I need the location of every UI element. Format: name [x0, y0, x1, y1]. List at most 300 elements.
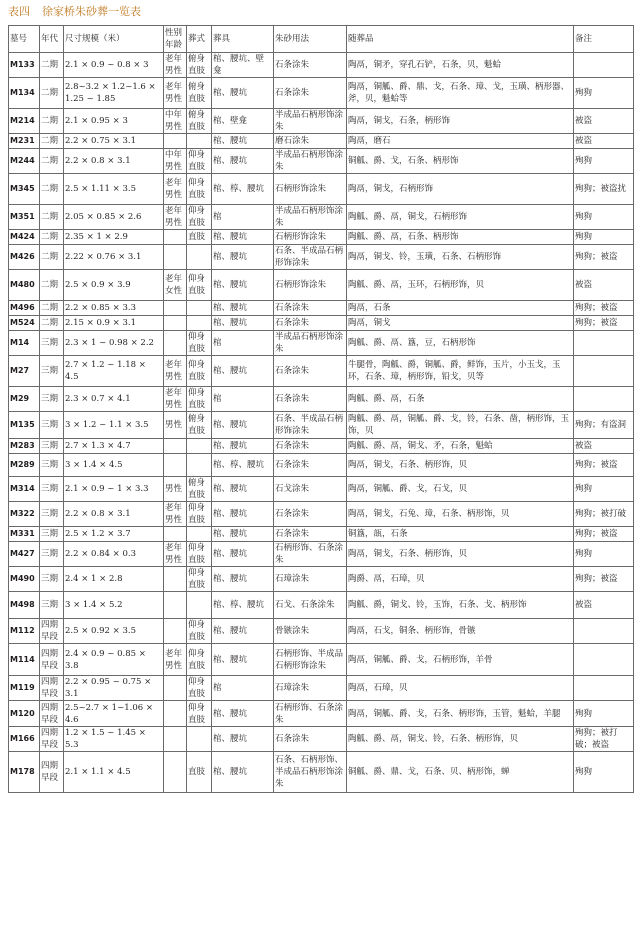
table-cell: 陶鬲，铜觚、爵、戈，石条、柄形饰，玉管，魁蛤，羊腿	[347, 701, 574, 727]
table-cell: 仰身直肢	[187, 542, 212, 567]
table-cell	[164, 301, 187, 316]
table-cell: 石柄形饰涂朱	[274, 270, 347, 301]
table-cell: 陶觚、爵、鬲，石条、柄形饰	[347, 230, 574, 245]
table-cell: M134	[9, 78, 40, 109]
table-cell: 俯身直肢	[187, 53, 212, 78]
table-cell: 殉狗	[574, 542, 634, 567]
table-cell: 四期早段	[40, 676, 64, 701]
table-row	[9, 134, 634, 149]
table-cell: 2.1 × 1.1 × 4.5	[64, 752, 164, 793]
table-row	[9, 316, 634, 331]
table-cell: 二期	[40, 109, 64, 134]
table-cell: 三期	[40, 412, 64, 439]
table-cell: 2.2 × 0.75 × 3.1	[64, 134, 164, 149]
table-row	[9, 412, 634, 439]
table-cell	[574, 387, 634, 412]
table-cell: 2.8~3.2 × 1.2~1.6 × 1.25 ~ 1.85	[64, 78, 164, 109]
table-cell: 仰身直肢	[187, 356, 212, 387]
table-cell: 棺、椁、腰坑	[212, 454, 274, 477]
table-row	[9, 727, 634, 752]
table-cell: 四期早段	[40, 752, 64, 793]
table-cell: 老年男性	[164, 53, 187, 78]
table-cell: 棺、腰坑	[212, 245, 274, 270]
table-cell: 铜觚、爵、戈，石条、柄形饰	[347, 149, 574, 174]
table-cell: 老年男性	[164, 174, 187, 205]
table-cell: 殉狗；被盗	[574, 316, 634, 331]
table-cell: 2.5 × 1.2 × 3.7	[64, 527, 164, 542]
table-row	[9, 245, 634, 270]
table-cell: 仰身直肢	[187, 149, 212, 174]
table-cell: 石璋涂朱	[274, 676, 347, 701]
table-cell: 陶觚、爵、鬲，玉环，石柄形饰，贝	[347, 270, 574, 301]
table-cell: 老年男性	[164, 502, 187, 527]
table-cell	[187, 316, 212, 331]
table-cell: 2.2 × 0.8 × 3.1	[64, 502, 164, 527]
table-cell: 2.35 × 1 × 2.9	[64, 230, 164, 245]
table-cell: M427	[9, 542, 40, 567]
table-cell: 四期早段	[40, 727, 64, 752]
header-cell: 葬具	[212, 26, 274, 53]
table-cell: M524	[9, 316, 40, 331]
table-cell: 二期	[40, 245, 64, 270]
table-cell: 石条涂朱	[274, 301, 347, 316]
table-cell: 四期早段	[40, 619, 64, 644]
header-cell: 葬式	[187, 26, 212, 53]
table-row	[9, 527, 634, 542]
table-cell: M135	[9, 412, 40, 439]
table-cell	[574, 356, 634, 387]
table-cell	[574, 644, 634, 676]
table-cell: 半成品石柄形饰涂朱	[274, 109, 347, 134]
table-cell: 石条涂朱	[274, 439, 347, 454]
table-cell: 仰身直肢	[187, 676, 212, 701]
table-row	[9, 439, 634, 454]
table-cell: 老年男性	[164, 542, 187, 567]
table-cell: 2.7 × 1.3 × 4.7	[64, 439, 164, 454]
table-cell: M424	[9, 230, 40, 245]
table-cell: 陶鬲，石璋，贝	[347, 676, 574, 701]
table-cell: 2.7 × 1.2 ~ 1.18 × 4.5	[64, 356, 164, 387]
table-cell: 棺	[212, 676, 274, 701]
table-cell: 仰身直肢	[187, 619, 212, 644]
table-cell	[187, 527, 212, 542]
table-cell: 陶鬲，铜戈，石条、柄形饰，贝	[347, 454, 574, 477]
table-cell: 二期	[40, 301, 64, 316]
table-cell: 石条涂朱	[274, 527, 347, 542]
table-cell: 男性	[164, 412, 187, 439]
table-cell	[164, 752, 187, 793]
table-cell: 陶觚、爵，铜戈、铃，玉饰，石条、戈、柄形饰	[347, 592, 574, 619]
table-cell	[164, 230, 187, 245]
table-cell	[164, 134, 187, 149]
table-cell: M231	[9, 134, 40, 149]
table-row	[9, 567, 634, 592]
table-cell: M498	[9, 592, 40, 619]
table-cell: 2.5~2.7 × 1~1.06 × 4.6	[64, 701, 164, 727]
table-cell: 棺、腰坑	[212, 644, 274, 676]
table-cell: 棺、壁龛	[212, 109, 274, 134]
table-cell: M120	[9, 701, 40, 727]
table-cell: 三期	[40, 387, 64, 412]
table-cell: 殉狗	[574, 701, 634, 727]
table-cell	[164, 701, 187, 727]
table-cell: 殉狗；被打破；被盗	[574, 727, 634, 752]
table-cell: 男性	[164, 477, 187, 502]
table-cell: 棺	[212, 331, 274, 356]
table-cell: 仰身直肢	[187, 567, 212, 592]
table-cell	[164, 316, 187, 331]
table-cell	[164, 439, 187, 454]
table-cell: 2.3 × 0.7 × 4.1	[64, 387, 164, 412]
header-cell: 备注	[574, 26, 634, 53]
table-cell: 四期早段	[40, 644, 64, 676]
table-cell: 半成品石柄形饰涂朱	[274, 205, 347, 230]
table-cell: 二期	[40, 78, 64, 109]
table-cell: M283	[9, 439, 40, 454]
table-cell: 二期	[40, 134, 64, 149]
table-cell: 棺、腰坑	[212, 701, 274, 727]
table-cell: 殉狗	[574, 477, 634, 502]
table-cell	[574, 619, 634, 644]
table-cell: 石条涂朱	[274, 53, 347, 78]
table-row	[9, 174, 634, 205]
table-cell: 俯身直肢	[187, 477, 212, 502]
table-cell: M133	[9, 53, 40, 78]
table-cell: 陶鬲，铜觚、爵、戈，石柄形饰，羊骨	[347, 644, 574, 676]
table-cell: 棺、椁、腰坑	[212, 174, 274, 205]
table-cell: 三期	[40, 567, 64, 592]
header-row	[9, 26, 634, 53]
table-cell: 棺、腰坑	[212, 270, 274, 301]
table-cell: M426	[9, 245, 40, 270]
header-cell: 尺寸规模（米）	[64, 26, 164, 53]
table-cell: 棺、腰坑	[212, 301, 274, 316]
table-cell: 3 × 1.2 ~ 1.1 × 3.5	[64, 412, 164, 439]
table-caption	[8, 3, 153, 19]
table-cell: 被盗	[574, 592, 634, 619]
table-cell: 老年男性	[164, 644, 187, 676]
table-cell: 被盗	[574, 439, 634, 454]
table-cell: 石条涂朱	[274, 727, 347, 752]
burial-table	[8, 25, 634, 793]
table-cell: M244	[9, 149, 40, 174]
table-cell: 棺、腰坑	[212, 412, 274, 439]
table-row	[9, 619, 634, 644]
header-cell: 朱砂用法	[274, 26, 347, 53]
table-cell: M29	[9, 387, 40, 412]
table-cell: 3 × 1.4 × 4.5	[64, 454, 164, 477]
table-cell	[574, 331, 634, 356]
table-cell: 老年女性	[164, 270, 187, 301]
table-cell: 二期	[40, 174, 64, 205]
table-cell: 石条涂朱	[274, 316, 347, 331]
table-cell: 陶鬲，铜戈	[347, 316, 574, 331]
table-cell: 二期	[40, 205, 64, 230]
table-cell	[187, 454, 212, 477]
table-cell: 铜觚、爵、鼎、戈，石条、贝、柄形饰，蝉	[347, 752, 574, 793]
table-cell: M480	[9, 270, 40, 301]
table-cell: 殉狗；被盗	[574, 245, 634, 270]
table-cell: 三期	[40, 439, 64, 454]
table-cell: 棺、腰坑	[212, 230, 274, 245]
table-cell: 二期	[40, 53, 64, 78]
table-cell	[187, 439, 212, 454]
table-cell: 棺、腰坑	[212, 316, 274, 331]
table-cell: 殉狗	[574, 205, 634, 230]
table-cell	[164, 676, 187, 701]
table-cell: 石柄形饰涂朱	[274, 230, 347, 245]
table-cell: 殉狗；被盗	[574, 567, 634, 592]
table-row	[9, 502, 634, 527]
table-cell: 陶鬲，铜戈、铃，玉璜，石条、石柄形饰	[347, 245, 574, 270]
table-cell: M331	[9, 527, 40, 542]
table-cell: 石条、石柄形饰、半成品石柄形饰涂朱	[274, 752, 347, 793]
table-cell: M322	[9, 502, 40, 527]
table-cell: 陶鬲，磨石	[347, 134, 574, 149]
table-cell: 铜簋，瓿，石条	[347, 527, 574, 542]
table-cell: 石柄形饰、石条涂朱	[274, 701, 347, 727]
table-cell: 牛腿骨，陶觚、爵，铜觚、爵，鲜饰，玉片，小玉戈，玉环，石条、璋，柄形饰，铅戈，贝等	[347, 356, 574, 387]
header-cell: 墓号	[9, 26, 40, 53]
table-cell: 2.1 × 0.9 ~ 1 × 3.3	[64, 477, 164, 502]
table-cell: 2.3 × 1 ~ 0.98 × 2.2	[64, 331, 164, 356]
table-cell: 2.1 × 0.9 ~ 0.8 × 3	[64, 53, 164, 78]
table-cell: 陶鬲，铜戈，石柄形饰	[347, 174, 574, 205]
table-cell: 陶觚、爵、鬲，铜戈、铃，石条、柄形饰，贝	[347, 727, 574, 752]
table-cell: 陶鬲，铜戈，石兔、璋，石条、柄形饰，贝	[347, 502, 574, 527]
table-row	[9, 387, 634, 412]
table-cell: 三期	[40, 331, 64, 356]
header-cell: 年代	[40, 26, 64, 53]
table-cell: 棺、椁、腰坑	[212, 592, 274, 619]
table-cell: M314	[9, 477, 40, 502]
table-cell	[164, 331, 187, 356]
table-cell: 石璋涂朱	[274, 567, 347, 592]
table-cell: 棺、腰坑	[212, 542, 274, 567]
table-cell: 石戈涂朱	[274, 477, 347, 502]
header-cell: 随葬品	[347, 26, 574, 53]
table-cell: 二期	[40, 149, 64, 174]
table-cell: 棺、腰坑、壁龛	[212, 53, 274, 78]
table-cell: 老年男性	[164, 78, 187, 109]
table-cell: 被盗	[574, 270, 634, 301]
table-cell: 被盗	[574, 109, 634, 134]
table-cell: M114	[9, 644, 40, 676]
table-cell: M289	[9, 454, 40, 477]
table-row	[9, 356, 634, 387]
table-cell: 陶爵、鬲，石璋，贝	[347, 567, 574, 592]
table-row	[9, 477, 634, 502]
table-cell	[164, 454, 187, 477]
table-cell: 石条、半成品石柄形饰涂朱	[274, 412, 347, 439]
table-cell: 2.22 × 0.76 × 3.1	[64, 245, 164, 270]
table-cell: 仰身直肢	[187, 174, 212, 205]
table-cell: 2.5 × 0.92 × 3.5	[64, 619, 164, 644]
table-cell	[164, 567, 187, 592]
table-cell: 棺	[212, 205, 274, 230]
table-cell: 陶鬲，铜戈，石条、柄形饰，贝	[347, 542, 574, 567]
table-row	[9, 592, 634, 619]
table-cell: 中年男性	[164, 149, 187, 174]
table-row	[9, 542, 634, 567]
table-cell: 石条涂朱	[274, 78, 347, 109]
table-row	[9, 331, 634, 356]
table-cell: 骨镞涂朱	[274, 619, 347, 644]
table-cell: 2.5 × 0.9 × 3.9	[64, 270, 164, 301]
table-cell: M119	[9, 676, 40, 701]
table-row	[9, 454, 634, 477]
table-cell	[164, 619, 187, 644]
table-cell: 陶觚、爵、鬲、簋，豆，石柄形饰	[347, 331, 574, 356]
table-cell: 四期早段	[40, 701, 64, 727]
table-cell: 石条涂朱	[274, 356, 347, 387]
table-cell: 殉狗	[574, 78, 634, 109]
table-cell: 殉狗；被盗	[574, 527, 634, 542]
table-cell: 殉狗	[574, 752, 634, 793]
table-row	[9, 53, 634, 78]
table-cell: 殉狗；被打破	[574, 502, 634, 527]
table-cell: 陶鬲，铜觚、爵、戈，石戈，贝	[347, 477, 574, 502]
table-cell: 老年男性	[164, 205, 187, 230]
table-cell: 殉狗；被盗扰	[574, 174, 634, 205]
table-row	[9, 270, 634, 301]
table-row	[9, 149, 634, 174]
table-cell: 陶鬲，铜戈，石条，柄形饰	[347, 109, 574, 134]
table-number: 表四	[8, 5, 30, 18]
table-cell: 棺、腰坑	[212, 502, 274, 527]
table-cell	[187, 727, 212, 752]
table-title: 徐家桥朱砂葬一览表	[42, 5, 141, 18]
table-cell: 老年男性	[164, 387, 187, 412]
table-cell: 棺、腰坑	[212, 134, 274, 149]
table-cell: 仰身直肢	[187, 502, 212, 527]
table-cell: 三期	[40, 542, 64, 567]
table-cell: 仰身直肢	[187, 644, 212, 676]
table-cell: 石柄形饰、半成品石柄形饰涂朱	[274, 644, 347, 676]
table-cell: 2.1 × 0.95 × 3	[64, 109, 164, 134]
table-cell: 棺、腰坑	[212, 567, 274, 592]
table-cell: 殉狗	[574, 149, 634, 174]
table-cell: 陶觚、爵、鬲，铜戈、矛，石条，魁蛤	[347, 439, 574, 454]
table-cell	[574, 53, 634, 78]
table-cell: 石条涂朱	[274, 502, 347, 527]
table-cell: 2.4 × 0.9 ~ 0.85 × 3.8	[64, 644, 164, 676]
table-cell: 石戈、石条涂朱	[274, 592, 347, 619]
table-cell: M14	[9, 331, 40, 356]
table-row	[9, 109, 634, 134]
table-cell: M496	[9, 301, 40, 316]
table-row	[9, 644, 634, 676]
table-cell	[187, 592, 212, 619]
table-cell: 二期	[40, 230, 64, 245]
table-cell: 仰身直肢	[187, 205, 212, 230]
table-cell: 2.2 × 0.8 × 3.1	[64, 149, 164, 174]
table-cell: 三期	[40, 527, 64, 542]
table-cell: 棺、腰坑	[212, 78, 274, 109]
table-row	[9, 701, 634, 727]
table-row	[9, 205, 634, 230]
table-cell	[164, 527, 187, 542]
table-row	[9, 301, 634, 316]
table-cell: 殉狗；被盗	[574, 301, 634, 316]
table-cell: 陶觚、爵、鬲，铜戈，石柄形饰	[347, 205, 574, 230]
table-cell	[164, 245, 187, 270]
table-cell: 殉狗；被盗	[574, 454, 634, 477]
table-cell: 俯身直肢	[187, 109, 212, 134]
table-cell: 三期	[40, 592, 64, 619]
table-cell: 三期	[40, 356, 64, 387]
table-cell: 三期	[40, 502, 64, 527]
table-cell: 棺、腰坑	[212, 619, 274, 644]
table-cell: 1.2 × 1.5 ~ 1.45 × 5.3	[64, 727, 164, 752]
table-cell	[187, 134, 212, 149]
table-cell: 棺、腰坑	[212, 527, 274, 542]
table-cell: 棺、腰坑	[212, 356, 274, 387]
table-cell: 石条、半成品石柄形饰涂朱	[274, 245, 347, 270]
table-cell: 陶觚、爵、鬲，石条	[347, 387, 574, 412]
table-cell: 殉狗	[574, 230, 634, 245]
table-cell: 仰身直肢	[187, 270, 212, 301]
table-cell: 三期	[40, 477, 64, 502]
table-cell: 殉狗；有盗洞	[574, 412, 634, 439]
table-row	[9, 752, 634, 793]
table-cell	[164, 727, 187, 752]
table-cell: 棺、腰坑	[212, 439, 274, 454]
table-cell: 棺、腰坑	[212, 149, 274, 174]
table-cell: 仰身直肢	[187, 387, 212, 412]
table-cell: 石柄形饰、石条涂朱	[274, 542, 347, 567]
table-cell: 棺、腰坑	[212, 727, 274, 752]
table-cell: 石条涂朱	[274, 454, 347, 477]
table-cell: M178	[9, 752, 40, 793]
table-cell: 2.15 × 0.9 × 3.1	[64, 316, 164, 331]
table-cell: M490	[9, 567, 40, 592]
table-cell: 陶觚、爵、鬲，铜觚、爵、戈，铃，石条、凿，柄形饰，玉饰，贝	[347, 412, 574, 439]
table-cell: M351	[9, 205, 40, 230]
table-cell: M345	[9, 174, 40, 205]
table-cell: 棺、腰坑	[212, 752, 274, 793]
table-body	[9, 53, 634, 793]
table-cell: 直肢	[187, 230, 212, 245]
table-cell: 中年男性	[164, 109, 187, 134]
header-cell: 性别年龄	[164, 26, 187, 53]
table-cell: 三期	[40, 454, 64, 477]
table-cell: 2.05 × 0.85 × 2.6	[64, 205, 164, 230]
table-row	[9, 676, 634, 701]
table-cell: 2.4 × 1 × 2.8	[64, 567, 164, 592]
table-row	[9, 78, 634, 109]
table-cell: 棺	[212, 387, 274, 412]
table-cell: 石条涂朱	[274, 387, 347, 412]
table-cell: 仰身直肢	[187, 331, 212, 356]
table-cell: M112	[9, 619, 40, 644]
table-cell: 俯身直肢	[187, 78, 212, 109]
table-cell: 棺、腰坑	[212, 477, 274, 502]
table-cell: 陶鬲，石条	[347, 301, 574, 316]
table-cell: 磨石涂朱	[274, 134, 347, 149]
table-cell: 直肢	[187, 752, 212, 793]
table-cell: 陶鬲，铜觚、爵、鼎、戈，石条、璋、戈，玉璜、柄形器、斧，贝，魁蛤等	[347, 78, 574, 109]
table-cell	[187, 245, 212, 270]
table-cell	[574, 676, 634, 701]
table-cell: 陶鬲，石戈，铜条、柄形饰，骨镞	[347, 619, 574, 644]
table-cell: M27	[9, 356, 40, 387]
table-cell: 2.2 × 0.84 × 0.3	[64, 542, 164, 567]
table-row	[9, 230, 634, 245]
table-cell: 老年男性	[164, 356, 187, 387]
table-cell: 陶鬲，铜矛，穿孔石铲，石条，贝，魁蛤	[347, 53, 574, 78]
table-cell: 俯身直肢	[187, 412, 212, 439]
